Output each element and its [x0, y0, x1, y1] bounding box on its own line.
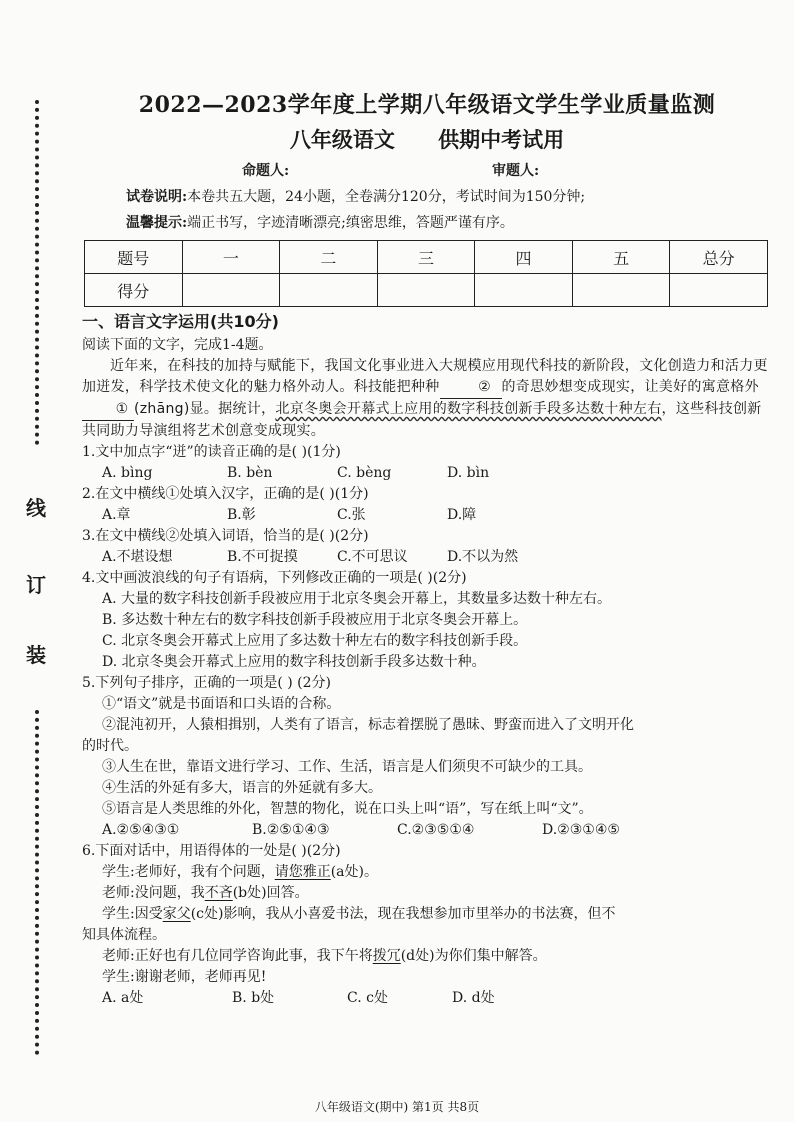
dialogue-line: 学生:谢谢老师，老师再见! — [102, 969, 267, 985]
score-input-cell[interactable] — [572, 274, 670, 307]
sentence-4: ④生活的外延有多大，语言的外延就有多大。 — [102, 780, 382, 796]
score-cell: 三 — [377, 241, 475, 274]
binding-char-xian: 线 — [26, 496, 46, 520]
score-cell: 二 — [280, 241, 378, 274]
phrase-c: 家父 — [162, 906, 191, 922]
option[interactable]: A.②⑤④③① — [102, 822, 180, 838]
option[interactable]: B. b处 — [232, 990, 275, 1006]
subject-label: 八年级语文 — [289, 127, 395, 152]
option[interactable]: B.不可捉摸 — [227, 549, 298, 565]
option[interactable]: B.彰 — [227, 507, 256, 523]
score-cell: 四 — [475, 241, 573, 274]
score-row-label: 得分 — [85, 274, 183, 307]
exam-page — [82, 88, 772, 1009]
question-6: 6.下面对话中，用语得体的一处是( )(2分) — [82, 843, 341, 859]
dialogue-line: 学生:因受家父(c处)影响，我从小喜爱书法，现在我想参加市里举办的书法赛，但不 — [102, 906, 616, 922]
blank-1: ① — [82, 399, 134, 421]
option[interactable]: A.章 — [102, 507, 131, 523]
option[interactable]: A.不堪设想 — [102, 549, 173, 565]
phrase-d: 拨冗 — [372, 948, 401, 964]
dialogue-line: 老师:没问题，我不吝(b处)回答。 — [102, 885, 309, 901]
option[interactable]: C. c处 — [347, 990, 388, 1006]
score-cell: 五 — [572, 241, 670, 274]
dialogue-line-cont: 知具体流程。 — [82, 927, 166, 943]
binding-char-zhuang: 装 — [26, 643, 46, 667]
option[interactable]: C.②③⑤①④ — [397, 822, 475, 838]
sentence-1: ①“语文”就是书面语和口头语的合称。 — [102, 696, 341, 712]
option[interactable]: B. bèn — [227, 465, 273, 481]
exam-subtitle — [82, 122, 772, 158]
sentence-3: ③人生在世，靠语文进行学习、工作、生活，语言是人们须臾不可缺少的工具。 — [102, 759, 592, 775]
option[interactable]: C. 北京冬奥会开幕式上应用了多达数十种左右的数字科技创新手段。 — [102, 633, 528, 649]
binding-char-ding: 订 — [26, 573, 46, 597]
option[interactable]: B. 多达数十种左右的数字科技创新手段被应用于北京冬奥会开幕上。 — [102, 612, 528, 628]
exam-tip: 温馨提示:端正书写，字迹清晰漂亮;缜密思维，答题严谨有序。 — [126, 215, 514, 231]
option[interactable]: A. bìng — [102, 465, 153, 481]
dialogue-line: 老师:正好也有几位同学咨询此事，我下午将拨冗(d处)为你们集中解答。 — [102, 948, 547, 964]
exam-title: 2022—2023学年度上学期八年级语文学生学业质量监测 — [138, 92, 716, 118]
score-input-cell[interactable] — [377, 274, 475, 307]
question-2: 2.在文中横线①处填入汉字，正确的是( )(1分) — [82, 486, 369, 502]
question-5-options — [82, 820, 772, 841]
sentence-5: ⑤语言是人类思维的外化，智慧的物化，说在口头上叫“语”，写在纸上叫“文”。 — [102, 801, 593, 817]
question-2-options — [82, 505, 772, 526]
option[interactable]: C. bèng — [337, 465, 392, 481]
option[interactable]: D.不以为然 — [447, 549, 519, 565]
reading-passage: 近年来，在科技的加持与赋能下，我国文化事业进入大规模应用现代科技的新阶段，文化创造力和活力更加迸发，科学技术使文化的魅力格外动人。科技能把种种 ② 的奇思妙想变成现实，让美好的寓意格外① (zhāng)显。据统计，北京冬奥会开幕式上应用的数字科技创新手段多达数十种左右，这些科技创新共同助力导演组将艺术创意变成现实。 — [82, 358, 768, 439]
binding-dotted-line — [35, 100, 39, 445]
option[interactable]: A. 大量的数字科技创新手段被应用于北京冬奥会开幕上，其数量多达数十种左右。 — [102, 591, 612, 607]
option[interactable]: D. 北京冬奥会开幕式上应用的数字科技创新手段多达数十种。 — [102, 654, 486, 670]
page-footer: 八年级语文(期中) 第1页 共8页 — [314, 1100, 480, 1114]
option[interactable]: C.张 — [337, 507, 366, 523]
question-1-options — [82, 463, 772, 484]
option[interactable]: D. bìn — [447, 465, 490, 481]
score-input-cell[interactable] — [280, 274, 378, 307]
question-3: 3.在文中横线②处填入词语，恰当的是( )(2分) — [82, 528, 369, 544]
option[interactable]: C.不可思议 — [337, 549, 408, 565]
reading-instruction: 阅读下面的文字，完成1-4题。 — [82, 337, 273, 353]
phrase-b: 不吝 — [204, 885, 233, 901]
question-3-options — [82, 547, 772, 568]
authors-row — [82, 158, 772, 184]
sentence-2: ②混沌初开，人猿相揖别，人类有了语言，标志着摆脱了愚昧、野蛮而进入了文明开化 — [102, 717, 634, 733]
section-heading: 一、语言文字运用(共10分) — [82, 312, 279, 331]
question-6-options — [82, 988, 772, 1009]
binding-dotted-line — [35, 710, 39, 1055]
option[interactable]: D. d处 — [452, 990, 495, 1006]
blank-2: ② — [440, 377, 502, 399]
score-table-score-row — [85, 274, 768, 307]
score-input-cell[interactable] — [670, 274, 768, 307]
score-cell: 一 — [182, 241, 280, 274]
exam-use-label: 供期中考试用 — [438, 127, 565, 152]
score-cell: 题号 — [85, 241, 183, 274]
dialogue-line: 学生:老师好，我有个问题，请您雅正(a处)。 — [102, 864, 378, 880]
question-4: 4.文中画波浪线的句子有语病，下列修改正确的一项是( )(2分) — [82, 570, 467, 586]
score-table-header-row — [85, 241, 768, 274]
phrase-a: 请您雅正 — [274, 864, 331, 880]
exam-description: 试卷说明:本卷共五大题，24小题，全卷满分120分，考试时间为150分钟; — [126, 189, 586, 205]
option[interactable]: A. a处 — [102, 990, 144, 1006]
binding-margin — [0, 0, 70, 1122]
reviewer-label: 审题人: — [492, 163, 540, 179]
question-5: 5.下列句子排序，正确的一项是( ) (2分) — [82, 675, 332, 691]
score-cell: 总分 — [670, 241, 768, 274]
score-input-cell[interactable] — [475, 274, 573, 307]
sentence-2-cont: 的时代。 — [82, 738, 138, 754]
option[interactable]: B.②⑤①④③ — [252, 822, 330, 838]
option[interactable]: D.障 — [447, 507, 477, 523]
score-table — [84, 240, 768, 307]
wavy-sentence: 北京冬奥会开幕式上应用的数字科技创新手段多达数十种左右 — [275, 401, 662, 417]
question-1: 1.文中加点字“迸”的读音正确的是( )(1分) — [82, 444, 341, 460]
option[interactable]: D.②③①④⑤ — [542, 822, 620, 838]
author-label: 命题人: — [242, 163, 290, 179]
score-input-cell[interactable] — [182, 274, 280, 307]
